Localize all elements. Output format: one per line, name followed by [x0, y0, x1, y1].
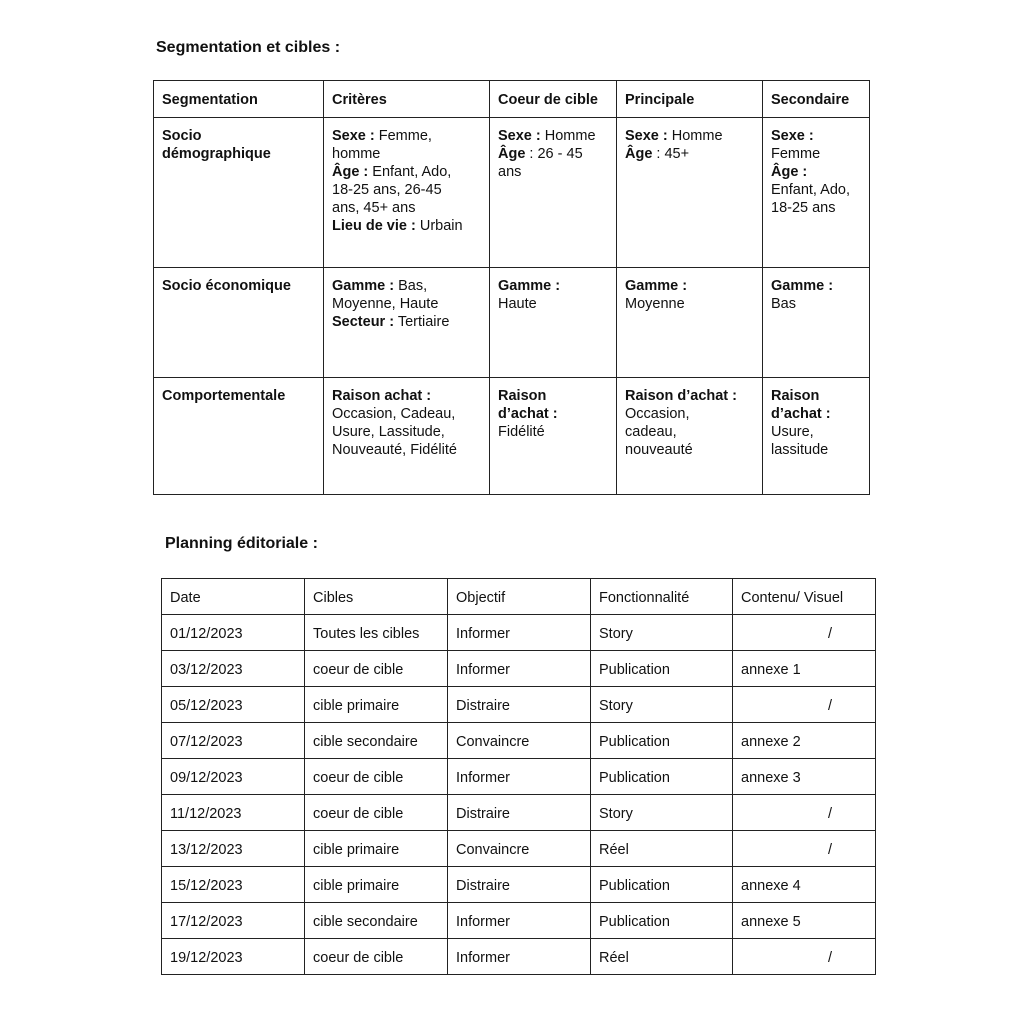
planning-row	[162, 759, 876, 795]
segment-secondaire-cell	[763, 118, 870, 268]
planning-cell: annexe 5	[733, 903, 876, 939]
planning-row	[162, 939, 876, 975]
planning-cell: Publication	[591, 651, 733, 687]
cell-line	[771, 405, 861, 423]
planning-heading: Planning éditoriale :	[165, 535, 318, 552]
cell-bold-label: Gamme :	[625, 278, 688, 294]
planning-cell: /	[733, 939, 876, 975]
segmentation-row	[154, 378, 870, 495]
segment-coeur-cell	[490, 378, 617, 495]
planning-cell: 07/12/2023	[162, 723, 305, 759]
segmentation-table	[153, 80, 870, 495]
cell-bold-label: Âge	[625, 146, 653, 162]
cell-line	[625, 295, 754, 313]
planning-cell: Distraire	[448, 867, 591, 903]
cell-text: Occasion,	[625, 406, 690, 422]
cell-bold-label: Sexe :	[771, 128, 814, 144]
planning-cell: /	[733, 795, 876, 831]
cell-bold-label: Âge	[498, 146, 526, 162]
segment-secondaire-cell	[763, 378, 870, 495]
cell-line	[625, 277, 754, 295]
planning-cell: coeur de cible	[305, 795, 448, 831]
cell-text: Tertiaire	[394, 314, 450, 330]
segment-secondaire-cell	[763, 268, 870, 378]
cell-text: Occasion, Cadeau,	[332, 406, 456, 422]
planning-cell: Publication	[591, 867, 733, 903]
planning-cell: Publication	[591, 903, 733, 939]
planning-cell: coeur de cible	[305, 759, 448, 795]
planning-row	[162, 795, 876, 831]
cell-line	[771, 127, 861, 145]
segmentation-header-cell: Segmentation	[154, 81, 324, 118]
cell-text: Homme	[667, 128, 723, 144]
planning-row	[162, 723, 876, 759]
cell-line	[625, 423, 754, 441]
cell-bold-label: d’achat :	[771, 406, 831, 422]
cell-line	[498, 127, 608, 145]
cell-text: ans	[498, 164, 522, 180]
cell-text: lassitude	[771, 442, 829, 458]
segmentation-row	[154, 268, 870, 378]
cell-bold-label: Raison	[498, 388, 547, 404]
planning-header-cell: Date	[162, 579, 305, 615]
cell-line	[771, 199, 861, 217]
segmentation-header-cell: Coeur de cible	[490, 81, 617, 118]
planning-cell: 13/12/2023	[162, 831, 305, 867]
cell-text: Enfant, Ado,	[771, 182, 851, 198]
planning-row	[162, 831, 876, 867]
cell-line	[771, 277, 861, 295]
planning-cell: coeur de cible	[305, 939, 448, 975]
cell-text: cadeau,	[625, 424, 677, 440]
cell-line	[771, 423, 861, 441]
segment-label-cell	[154, 378, 324, 495]
segmentation-heading: Segmentation et cibles :	[156, 39, 341, 56]
cell-line	[771, 295, 861, 313]
cell-text: Enfant, Ado,	[368, 164, 452, 180]
segment-label-cell	[154, 268, 324, 378]
segmentation-row	[154, 118, 870, 268]
cell-text: Usure,	[771, 424, 814, 440]
segmentation-header-cell: Secondaire	[763, 81, 870, 118]
planning-cell: Réel	[591, 939, 733, 975]
segment-label-line: démographique	[162, 146, 271, 162]
cell-line	[332, 405, 481, 423]
cell-text: 18-25 ans	[771, 200, 836, 216]
cell-line	[498, 163, 608, 181]
segment-principale-cell	[617, 118, 763, 268]
cell-text: Femme	[771, 146, 821, 162]
planning-cell: cible primaire	[305, 831, 448, 867]
cell-line	[498, 387, 608, 405]
cell-text: nouveauté	[625, 442, 693, 458]
planning-cell: Informer	[448, 615, 591, 651]
planning-cell: Story	[591, 615, 733, 651]
cell-line	[625, 127, 754, 145]
planning-cell: 01/12/2023	[162, 615, 305, 651]
cell-line	[771, 181, 861, 199]
planning-cell: cible primaire	[305, 867, 448, 903]
segment-coeur-cell	[490, 268, 617, 378]
cell-text: Bas	[771, 296, 796, 312]
cell-line	[498, 277, 608, 295]
cell-bold-label: Âge :	[771, 164, 808, 180]
cell-bold-label: Secteur :	[332, 314, 395, 330]
cell-line	[771, 387, 861, 405]
planning-row	[162, 615, 876, 651]
planning-cell: Story	[591, 795, 733, 831]
segment-criteres-cell	[324, 378, 490, 495]
planning-row	[162, 867, 876, 903]
cell-line	[771, 163, 861, 181]
planning-header-cell: Contenu/ Visuel	[733, 579, 876, 615]
segment-criteres-cell	[324, 268, 490, 378]
planning-cell: Distraire	[448, 687, 591, 723]
cell-line	[625, 387, 754, 405]
planning-cell: 17/12/2023	[162, 903, 305, 939]
planning-cell: 11/12/2023	[162, 795, 305, 831]
planning-cell: /	[733, 831, 876, 867]
planning-cell: Informer	[448, 759, 591, 795]
planning-cell: 03/12/2023	[162, 651, 305, 687]
cell-text: : 26 - 45	[525, 146, 583, 162]
cell-line	[332, 145, 481, 163]
segmentation-header-cell: Critères	[324, 81, 490, 118]
planning-cell: /	[733, 615, 876, 651]
cell-text: Homme	[540, 128, 596, 144]
cell-text: Urbain	[415, 218, 463, 234]
planning-cell: 09/12/2023	[162, 759, 305, 795]
cell-text: : 45+	[652, 146, 690, 162]
cell-bold-label: Raison achat :	[332, 388, 432, 404]
planning-cell: annexe 2	[733, 723, 876, 759]
planning-row	[162, 903, 876, 939]
planning-cell: annexe 1	[733, 651, 876, 687]
cell-bold-label: Sexe :	[625, 128, 668, 144]
planning-cell: cible primaire	[305, 687, 448, 723]
cell-line	[625, 405, 754, 423]
segmentation-header-row	[154, 81, 870, 118]
cell-line	[332, 441, 481, 459]
cell-line	[498, 145, 608, 163]
planning-header-row	[162, 579, 876, 615]
cell-line	[332, 217, 481, 235]
cell-bold-label: Sexe :	[498, 128, 541, 144]
cell-line	[498, 423, 608, 441]
cell-bold-label: d’achat :	[498, 406, 558, 422]
planning-cell: cible secondaire	[305, 903, 448, 939]
planning-cell: Toutes les cibles	[305, 615, 448, 651]
segmentation-header-cell: Principale	[617, 81, 763, 118]
cell-bold-label: Gamme :	[771, 278, 834, 294]
cell-line	[771, 441, 861, 459]
cell-line	[332, 423, 481, 441]
cell-line	[332, 163, 481, 181]
cell-bold-label: Âge :	[332, 164, 369, 180]
planning-cell: 15/12/2023	[162, 867, 305, 903]
cell-text: Nouveauté, Fidélité	[332, 442, 457, 458]
segment-criteres-cell	[324, 118, 490, 268]
segment-principale-cell	[617, 268, 763, 378]
cell-line	[625, 441, 754, 459]
cell-bold-label: Lieu de vie :	[332, 218, 416, 234]
cell-text: Bas,	[394, 278, 428, 294]
cell-text: Femme,	[374, 128, 432, 144]
planning-cell: Informer	[448, 939, 591, 975]
cell-line	[332, 313, 481, 331]
planning-cell: Distraire	[448, 795, 591, 831]
cell-line	[332, 127, 481, 145]
planning-cell: Publication	[591, 723, 733, 759]
planning-cell: Story	[591, 687, 733, 723]
cell-text: homme	[332, 146, 381, 162]
cell-line	[625, 145, 754, 163]
cell-bold-label: Gamme :	[498, 278, 561, 294]
cell-text: Usure, Lassitude,	[332, 424, 445, 440]
cell-bold-label: Raison	[771, 388, 820, 404]
cell-bold-label: Raison d’achat :	[625, 388, 737, 404]
planning-cell: coeur de cible	[305, 651, 448, 687]
planning-cell: annexe 3	[733, 759, 876, 795]
cell-text: Moyenne	[625, 296, 685, 312]
cell-line	[771, 145, 861, 163]
planning-cell: Réel	[591, 831, 733, 867]
segment-label-line: Socio	[162, 128, 202, 144]
planning-cell: Informer	[448, 651, 591, 687]
segment-coeur-cell	[490, 118, 617, 268]
cell-text: 18-25 ans, 26-45	[332, 182, 442, 198]
planning-cell: 05/12/2023	[162, 687, 305, 723]
cell-line	[332, 277, 481, 295]
cell-line	[332, 181, 481, 199]
cell-line	[332, 295, 481, 313]
planning-row	[162, 687, 876, 723]
cell-text: ans, 45+ ans	[332, 200, 416, 216]
cell-text: Haute	[498, 296, 537, 312]
planning-cell: /	[733, 687, 876, 723]
cell-bold-label: Sexe :	[332, 128, 375, 144]
segment-principale-cell	[617, 378, 763, 495]
segment-label-line: Socio économique	[162, 278, 291, 294]
segment-label-line: Comportementale	[162, 388, 286, 404]
planning-header-cell: Fonctionnalité	[591, 579, 733, 615]
planning-cell: 19/12/2023	[162, 939, 305, 975]
cell-line	[498, 295, 608, 313]
cell-text: Fidélité	[498, 424, 545, 440]
segment-label-cell	[154, 118, 324, 268]
planning-cell: Convaincre	[448, 723, 591, 759]
planning-cell: Convaincre	[448, 831, 591, 867]
planning-header-cell: Cibles	[305, 579, 448, 615]
planning-cell: cible secondaire	[305, 723, 448, 759]
cell-bold-label: Gamme :	[332, 278, 395, 294]
planning-cell: annexe 4	[733, 867, 876, 903]
cell-line	[498, 405, 608, 423]
planning-table	[161, 578, 876, 975]
planning-cell: Informer	[448, 903, 591, 939]
cell-line	[332, 199, 481, 217]
planning-header-cell: Objectif	[448, 579, 591, 615]
planning-row	[162, 651, 876, 687]
planning-cell: Publication	[591, 759, 733, 795]
cell-text: Moyenne, Haute	[332, 296, 439, 312]
cell-line	[332, 387, 481, 405]
